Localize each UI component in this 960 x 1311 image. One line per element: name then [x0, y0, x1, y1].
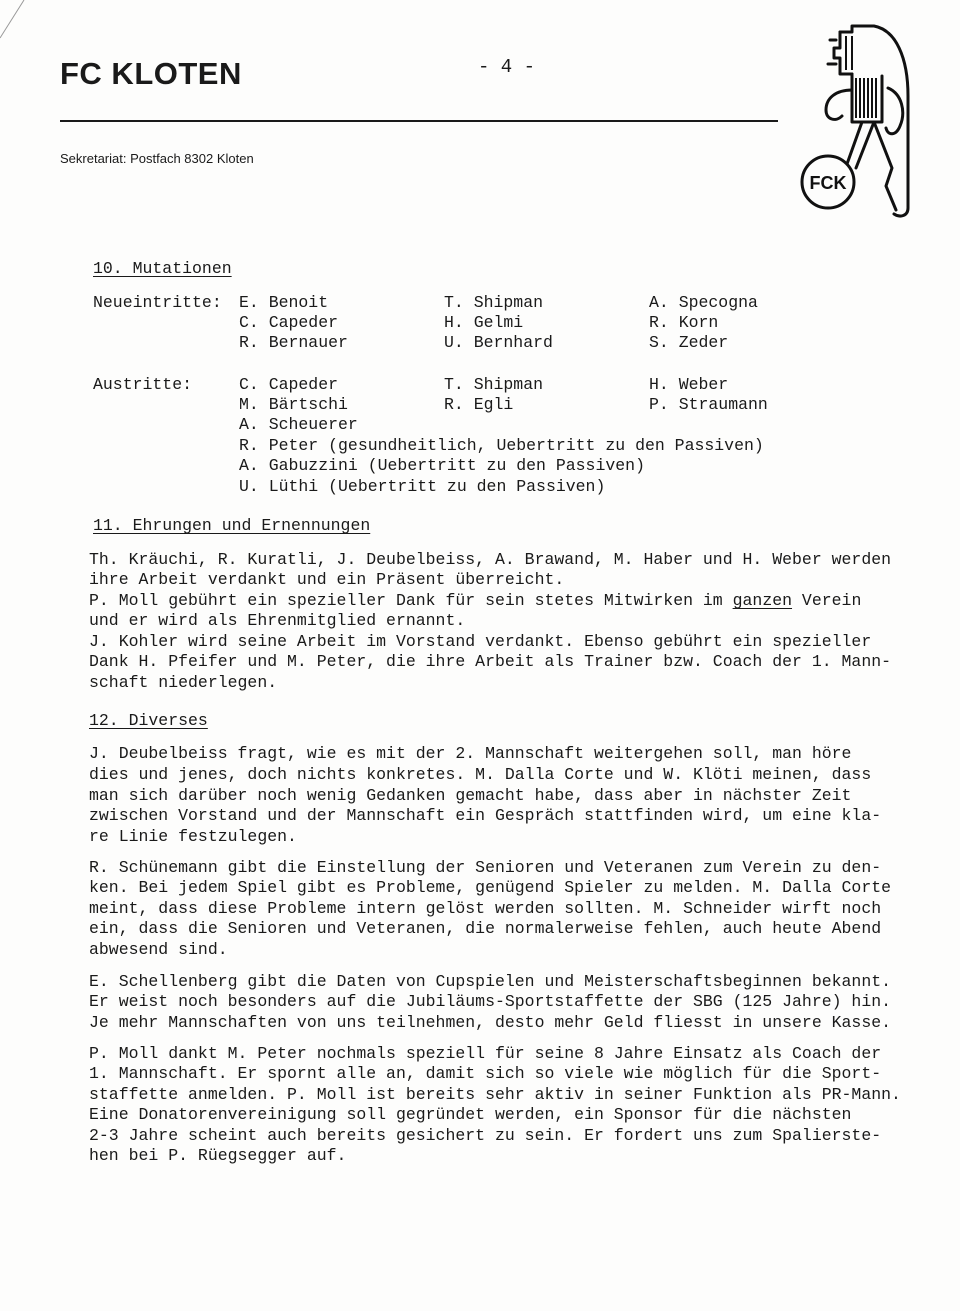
- paragraph-line: zwischen Vorstand und der Mannschaft ein Gespräch stattfinden wird, um eine kla-: [89, 806, 882, 825]
- secretariat-address: Sekretariat: Postfach 8302 Kloten: [60, 151, 254, 166]
- paragraph-line: und er wird als Ehrenmitglied ernannt.: [89, 611, 466, 630]
- paragraph-line: man sich darüber noch wenig Gedanken gemacht habe, dass aber in nächster Zeit: [89, 786, 852, 805]
- text-run: Verein: [792, 591, 862, 610]
- name-cell: H. Gelmi: [444, 313, 524, 332]
- name-cell: R. Korn: [649, 313, 719, 332]
- paragraph-line: Eine Donatorenvereinigung soll gegründet werden, ein Sponsor für die nächsten: [89, 1105, 852, 1124]
- name-cell: M. Bärtschi: [239, 395, 348, 414]
- paragraph-line: ihre Arbeit verdankt und ein Präsent überreicht.: [89, 570, 565, 589]
- austritte-line: U. Lüthi (Uebertritt zu den Passiven): [239, 477, 606, 496]
- paragraph-line: Je mehr Mannschaften von uns teilnehmen, desto mehr Geld fliesst in unsere Kasse.: [89, 1013, 892, 1032]
- paragraph-line: Th. Kräuchi, R. Kuratli, J. Deubelbeiss, A. Brawand, M. Haber und H. Weber werden: [89, 550, 892, 569]
- paragraph-line: ken. Bei jedem Spiel gibt es Probleme, genügend Spieler zu melden. M. Dalla Corte: [89, 878, 892, 897]
- header-rule: [60, 120, 778, 122]
- paragraph-line: J. Deubelbeiss fragt, wie es mit der 2. Mannschaft weitergehen soll, man höre: [89, 744, 852, 763]
- name-cell: U. Bernhard: [444, 333, 553, 352]
- paragraph-line: 1. Mannschaft. Er spornt alle an, damit sich so viele wie möglich für die Sport-: [89, 1064, 882, 1083]
- paragraph-line: ein, dass die Senioren und Veteranen, die normalerweise fehlen, auch heute Abend: [89, 919, 882, 938]
- paragraph-line: abwesend sind.: [89, 940, 228, 959]
- paragraph-line: re Linie festzulegen.: [89, 827, 297, 846]
- paragraph-line: meint, dass diese Probleme intern gelöst werden sollten. M. Schneider wirft noch: [89, 899, 882, 918]
- name-cell: R. Bernauer: [239, 333, 348, 352]
- name-cell: C. Capeder: [239, 375, 339, 394]
- paragraph-line: J. Kohler wird seine Arbeit im Vorstand verdankt. Ebenso gebührt ein spezieller: [89, 632, 872, 651]
- paragraph-line: schaft niederlegen.: [89, 673, 278, 692]
- name-cell: H. Weber: [649, 375, 729, 394]
- paragraph-line: [89, 591, 861, 611]
- scan-edge-mark: [0, 0, 30, 50]
- austritte-label: Austritte:: [93, 375, 193, 394]
- paragraph-line: dies und jenes, doch nichts konkretes. M. Dalla Corte und W. Klöti meinen, dass: [89, 765, 872, 784]
- name-cell: P. Straumann: [649, 395, 768, 414]
- austritte-line: R. Peter (gesundheitlich, Uebertritt zu den Passiven): [239, 436, 764, 455]
- underlined-word: ganzen: [732, 591, 793, 610]
- paragraph-line: 2-3 Jahre scheint auch bereits gesichert zu sein. Er fordert uns zum Spalierste-: [89, 1126, 882, 1145]
- name-cell: E. Benoit: [239, 293, 329, 312]
- paragraph-line: Dank H. Pfeifer und M. Peter, die ihre Arbeit als Trainer bzw. Coach der 1. Mann-: [89, 652, 892, 671]
- austritte-line: A. Scheuerer: [239, 415, 358, 434]
- name-cell: A. Specogna: [649, 293, 758, 312]
- name-cell: T. Shipman: [444, 375, 544, 394]
- neueintritte-label: Neueintritte:: [93, 293, 222, 312]
- paragraph-line: R. Schünemann gibt die Einstellung der Senioren und Veteranen zum Verein zu den-: [89, 858, 882, 877]
- paragraph-line: E. Schellenberg gibt die Daten von Cupspielen und Meisterschaftsbeginnen bekannt.: [89, 972, 892, 991]
- name-cell: R. Egli: [444, 395, 514, 414]
- paragraph-line: staffette anmelden. P. Moll ist bereits sehr aktiv in seiner Funktion als PR-Mann.: [89, 1085, 901, 1104]
- club-title: FC KLOTEN: [60, 56, 242, 91]
- section-heading-mutationen: 10. Mutationen: [93, 259, 232, 278]
- name-cell: S. Zeder: [649, 333, 729, 352]
- section-heading-ehrungen: 11. Ehrungen und Ernennungen: [93, 516, 371, 535]
- name-cell: C. Capeder: [239, 313, 339, 332]
- paragraph-line: Er weist noch besonders auf die Jubiläums-Sportstaffette der SBG (125 Jahre) hin.: [89, 992, 892, 1011]
- section-heading-diverses: 12. Diverses: [89, 711, 208, 730]
- text-run: P. Moll gebührt ein spezieller Dank für sein stetes Mitwirken im: [89, 591, 733, 610]
- paragraph-line: P. Moll dankt M. Peter nochmals speziell für seine 8 Jahre Einsatz als Coach der: [89, 1044, 882, 1063]
- paragraph-line: hen bei P. Rüegsegger auf.: [89, 1146, 347, 1165]
- austritte-line: A. Gabuzzini (Uebertritt zu den Passiven): [239, 456, 645, 475]
- logo-text: FCK: [809, 173, 847, 193]
- name-cell: T. Shipman: [444, 293, 544, 312]
- fck-logo: [796, 18, 918, 223]
- page-number: - 4 -: [478, 56, 536, 78]
